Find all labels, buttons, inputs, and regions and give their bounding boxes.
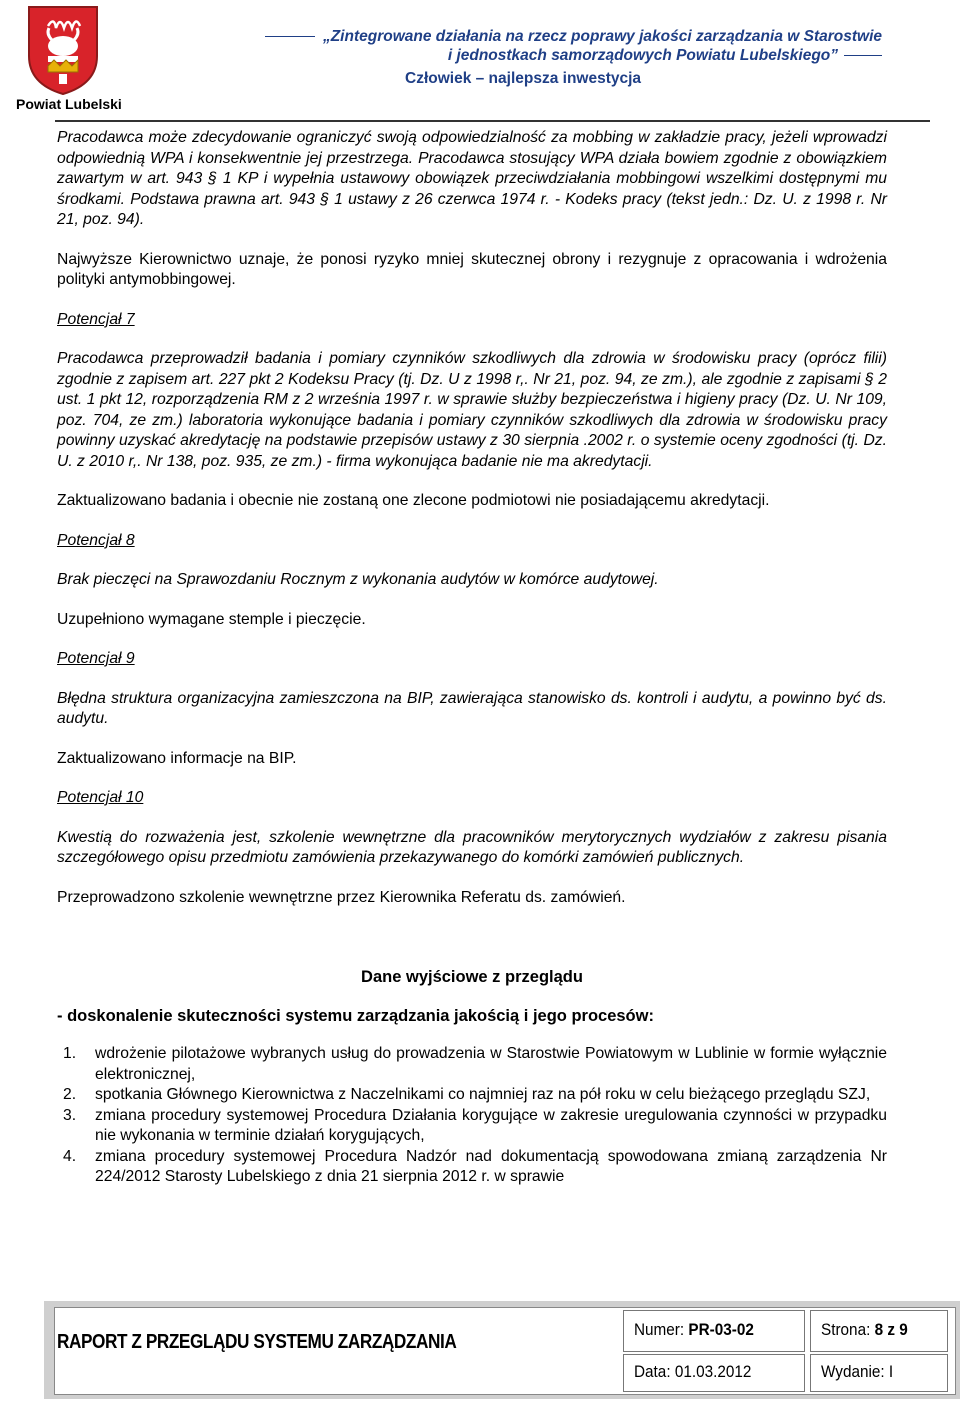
list-text: zmiana procedury systemowej Procedura Nadzór nad dokumentacją spowodowana zmianą zarządzenia Nr 224/2012 Starosty Lubelskiego z dnia 21 sierpnia 2012 r. w sprawie (95, 1147, 887, 1185)
document-number-box (623, 1310, 805, 1352)
page-number-value: 8 z 9 (874, 1320, 908, 1339)
logo-label: Powiat Lubelski (16, 96, 122, 112)
heading-potential-10 (57, 788, 887, 809)
heading-potential-7 (57, 310, 887, 331)
heading-potential-9 (57, 649, 887, 670)
heading-potential-8 (57, 531, 887, 552)
document-number-value: PR-03-02 (688, 1320, 754, 1339)
page-number-box (810, 1310, 948, 1352)
paragraph-potential-9: Błędna struktura organizacyjna zamieszczona na BIP, zawierająca stanowisko ds. kontroli i audytu, a powinno być ds. audytu. (57, 689, 887, 727)
text-segment: Pracodawca może zdecydowanie ograniczyć swoją odpowiedzialność za mobbing w zakładzie pracy, jeżeli wprowadzi odpowiednią WPA i konsekwentnie jej przestrzega. Pracodawca stosujący WPA działa bowiem zgodnie z obowiązkiem zawartym w art. 943 (57, 129, 887, 187)
list-text: zmiana procedury systemowej Procedura Działania korygujące w zakresie uregulowania czynności w przypadku nie wykonania w terminie działań korygujących, (95, 1106, 887, 1144)
heading-text: Potencjał 8 (57, 531, 135, 549)
list-item (57, 1085, 887, 1106)
paragraph-potential-7 (57, 349, 887, 472)
output-list (57, 1044, 887, 1188)
paragraph-mobbing (57, 128, 887, 231)
date-value: 01.03.2012 (674, 1362, 752, 1381)
document-body (57, 128, 887, 1188)
response-potential-9: Zaktualizowano informacje na BIP. (57, 749, 297, 767)
coat-of-arms-icon (26, 4, 100, 96)
date-box (623, 1354, 805, 1392)
text-segment: Pracodawca przeprowadził badania i pomiary czynników szkodliwych dla zdrowia w środowisku pracy (oprócz filii) zgodnie z zapisem art. 227 pkt 2 Kodeksu Pracy (tj. Dz. U z 1998 r,. Nr 21, poz. 94, ze zm.), ale zgodnie z zapisami (57, 350, 887, 388)
list-item (57, 1147, 887, 1188)
report-title: RAPORT Z PRZEGLĄDU SYSTEMU ZARZĄDZANIA (57, 1331, 457, 1353)
date-label: Data: (634, 1362, 671, 1381)
heading-text: Potencjał 10 (57, 789, 144, 806)
text-segment: 1 KP i wypełnia ustawowy obowiązek przeciwdziałania mobbingowi wszelkimi dostępnymi mu środkami. Podstawa prawna art. 943 (57, 170, 887, 208)
edition-label: Wydanie: (821, 1362, 885, 1381)
response-potential-8: Uzupełniono wymagane stemple i pieczęcie. (57, 610, 366, 628)
page-number-label: Strona: (821, 1320, 871, 1339)
paragraph-potential-10: Kwestią do rozważenia jest, szkolenie wewnętrzne dla pracowników merytorycznych wydziałów z zakresu pisania szczegółowego opisu przedmiotu zamówienia przekazywanego do komórki zamówień publicznych. (57, 828, 887, 866)
project-subtitle: Człowiek – najlepsza inwestycja (405, 70, 642, 87)
edition-box (810, 1354, 948, 1392)
page-header (0, 0, 960, 122)
response-potential-7: Zaktualizowano badania i obecnie nie zostaną one zlecone podmiotowi nie posiadającemu akredytacji. (57, 492, 770, 509)
section-sign: § (320, 190, 329, 208)
list-item (57, 1044, 887, 1085)
section-title: Dane wyjściowe z przeglądu (361, 968, 583, 986)
edition-value: I (888, 1362, 894, 1381)
header-divider (55, 120, 930, 122)
text-segment: 2 ust. 1 pkt 12, rozporządzenia RM z 2 września 1997 r. w sprawie służby bezpieczeństwa i higieny pracy (Dz. U. Nr 109, poz. 704, ze zm.) laboratoria wykonujące badania i pomiary czynników szkodliwych dla zdrowia w środowisku pracy powinny uzyskać akredytację na podstawie przepisów ustawy z 30 sierpnia .2002 r. o systemie oceny zgodności (tj. Dz. U. z 2010 r,. Nr 138, poz. 935, ze zm.) - firma wykonująca badanie nie ma akredytacji. (57, 370, 888, 470)
project-title (265, 27, 882, 65)
list-number: 4. (63, 1147, 77, 1165)
response-potential-10: Przeprowadzono szkolenie wewnętrzne przez Kierownika Referatu ds. zamówień. (57, 888, 626, 906)
project-title-line2: i jednostkach samorządowych Powiatu Lubelskiego” (447, 47, 838, 64)
list-text: wdrożenie pilotażowe wybranych usług do prowadzenia w Starostwie Powiatowym w Lublinie w formie wyłącznie elektronicznej, (95, 1045, 887, 1083)
section-subtitle: - doskonalenie skuteczności systemu zarządzania jakością i jego procesów: (57, 1006, 654, 1025)
heading-text: Potencjał 9 (57, 650, 135, 667)
list-number: 3. (63, 1106, 77, 1124)
list-number: 2. (63, 1086, 77, 1103)
paragraph-management-response: Najwyższe Kierownictwo uznaje, że ponosi ryzyko mniej skutecznej obrony i rezygnuje z opracowania i wdrożenia polityki antymobbingowej. (57, 250, 887, 288)
text-segment: 1 ustawy z 26 czerwca 1974 r. - Kodeks pracy (tekst jedn.: Dz. U. z 1998 r. Nr 21, poz. 94). (57, 190, 887, 228)
list-text: spotkania Głównego Kierownictwa z Naczelnikami co najmniej raz na pół roku w celu bieżącego przeglądu SZJ, (95, 1086, 871, 1103)
heading-text: Potencjał 7 (57, 310, 135, 328)
project-title-line1: „Zintegrowane działania na rzecz poprawy jakości zarządzania w Starostwie (322, 28, 882, 45)
section-sign: § (208, 170, 217, 187)
list-number: 1. (63, 1045, 77, 1062)
section-sign: § (865, 370, 874, 388)
document-number-label: Numer: (634, 1320, 685, 1339)
list-item (57, 1106, 887, 1147)
paragraph-potential-8: Brak pieczęci na Sprawozdaniu Rocznym z wykonania audytów w komórce audytowej. (57, 571, 659, 588)
